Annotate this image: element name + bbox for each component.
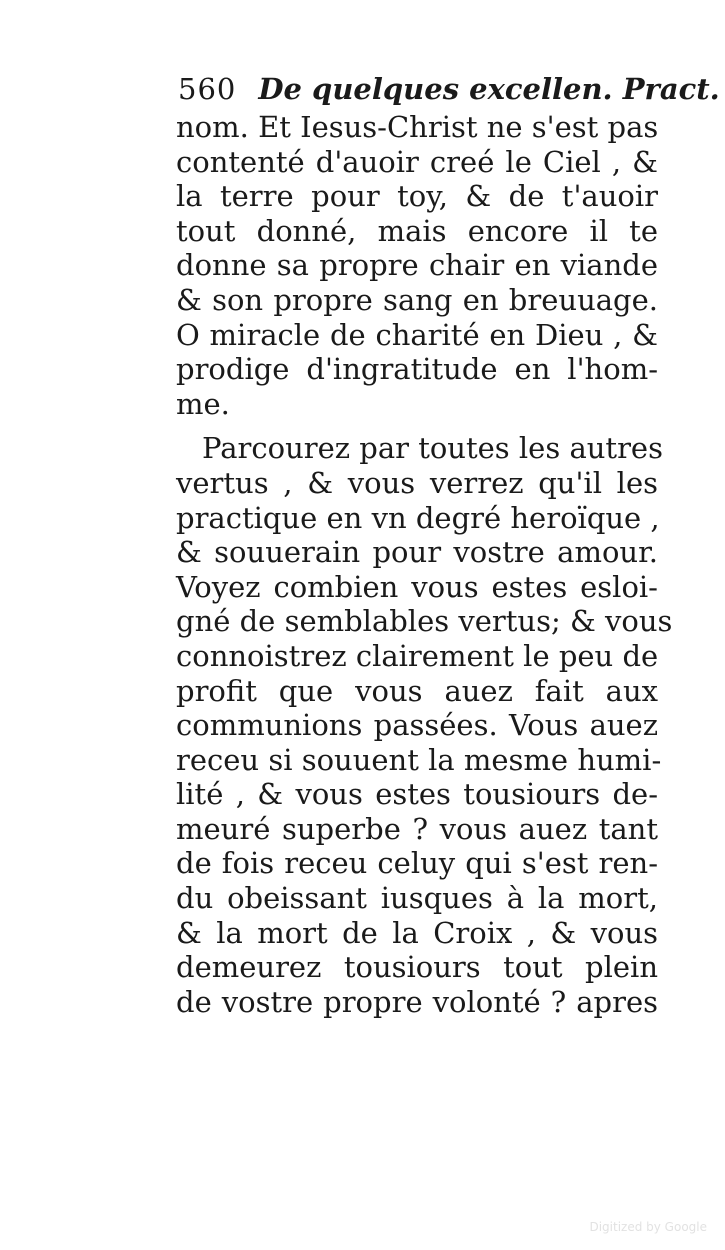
text-line: donne sa propre chair en viande	[176, 248, 658, 283]
text-line: de vostre propre volonté ? apres	[176, 984, 658, 1019]
body-text	[176, 110, 673, 1019]
text-line: prodige d'ingratitude en l'hom-	[176, 352, 658, 387]
text-line: & son propre sang en breuuage.	[176, 282, 658, 317]
running-head: De quelques excellen. Pract.	[258, 72, 720, 106]
page-header	[178, 68, 720, 110]
text-line: tout donné, mais encore il te	[176, 213, 658, 248]
text-line: lité , & vous estes tousiours de-	[176, 777, 658, 812]
text-line: la terre pour toy, & de t'auoir	[176, 179, 658, 214]
text-line: meuré superbe ? vous auez tant	[176, 811, 658, 846]
text-line: me.	[176, 386, 230, 421]
text-line: practique en vn degré heroïque ,	[176, 500, 660, 535]
text-line: Voyez combien vous estes esloi-	[176, 569, 658, 604]
text-line: & souuerain pour vostre amour.	[176, 535, 658, 570]
text-line: communions passées. Vous auez	[176, 708, 658, 743]
text-line: demeurez tousiours tout plein	[176, 950, 658, 985]
text-line: nom. Et Iesus-Christ ne s'est pas	[176, 110, 659, 144]
digitization-watermark: Digitized by Google	[589, 1220, 707, 1234]
text-line: & la mort de la Croix , & vous	[176, 915, 658, 950]
text-line: du obeissant iusques à la mort,	[176, 881, 658, 916]
text-line: vertus , & vous verrez qu'il les	[176, 465, 658, 500]
text-line: O miracle de charité en Dieu , &	[176, 317, 658, 352]
page-number: 560	[178, 72, 237, 106]
text-line: contenté d'auoir creé le Ciel , &	[176, 144, 658, 179]
text-line: receu si souuent la mesme humi-	[176, 742, 662, 777]
text-line: Parcourez par toutes les autres	[202, 431, 663, 466]
text-line: de fois receu celuy qui s'est ren-	[176, 846, 658, 881]
text-line: connoistrez clairement le peu de	[176, 638, 659, 673]
text-line: gné de semblables vertus; & vous	[176, 604, 673, 639]
paragraph-gap	[176, 421, 658, 431]
text-line: profit que vous auez fait aux	[176, 673, 658, 708]
